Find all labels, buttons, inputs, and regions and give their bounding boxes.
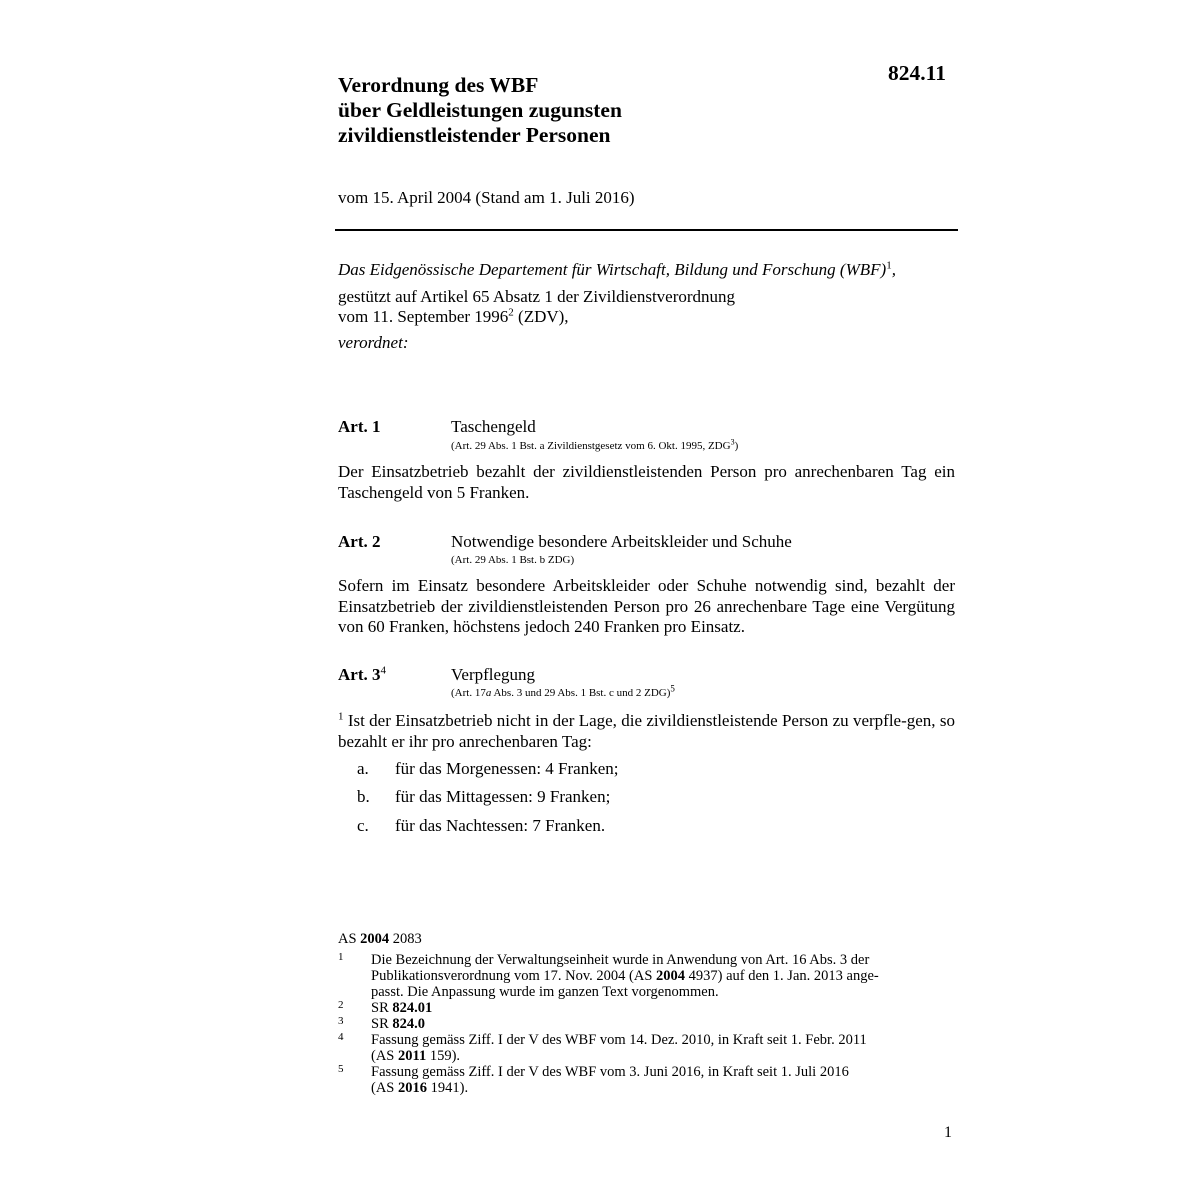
footnote-number: 5 bbox=[338, 1063, 344, 1075]
ref-italic: a bbox=[485, 687, 492, 699]
fn-text: 1941). bbox=[427, 1080, 469, 1096]
as-year: 2004 bbox=[360, 931, 390, 947]
ref-text: Abs. 3 und 29 Abs. 1 Bst. c und 2 ZDG) bbox=[491, 687, 671, 699]
fn-text: 159). bbox=[426, 1048, 461, 1064]
footnote-ref[interactable]: 5 bbox=[670, 683, 675, 694]
preamble-authority bbox=[338, 260, 896, 280]
list-item-letter: a. bbox=[357, 759, 369, 778]
fn-text: SR bbox=[371, 1016, 393, 1032]
article-3-reference bbox=[451, 683, 675, 699]
header-divider bbox=[335, 229, 958, 231]
footnote-number: 1 bbox=[338, 951, 344, 963]
footnote-number: 2 bbox=[338, 999, 344, 1011]
article-2-reference: (Art. 29 Abs. 1 Bst. b ZDG) bbox=[451, 554, 575, 566]
art-number-text: Art. 3 bbox=[338, 665, 381, 684]
preamble-basis-line1: gestützt auf Artikel 65 Absatz 1 der Zivildienstverordnung bbox=[338, 287, 736, 306]
article-3-number bbox=[338, 665, 386, 685]
page-number: 1 bbox=[944, 1124, 952, 1141]
basis-tail: (ZDV), bbox=[513, 307, 569, 326]
as-prefix: AS bbox=[338, 931, 361, 947]
ref-text: (Art. 29 Abs. 1 Bst. a Zivildienstgesetz vom 6. Okt. 1995, ZDG bbox=[451, 440, 731, 452]
footnote-line bbox=[371, 1048, 867, 1064]
article-2-text: Sofern im Einsatz besondere Arbeitskleider oder Schuhe notwendig sind, bezahlt der Einsatzbetrieb der zivildienstleistenden Person pro 26 anrechenbare Tage eine Vergütung von 60 Franken, höchstens jedoch 240 Franken pro Einsatz. bbox=[338, 576, 955, 636]
list-item-letter: b. bbox=[357, 787, 370, 806]
title-line: zivildienstleistender Personen bbox=[338, 123, 611, 147]
list-item-text: für das Morgenessen: 4 Franken; bbox=[395, 759, 619, 778]
footnote-5-text bbox=[371, 1064, 849, 1096]
publication-reference bbox=[338, 931, 422, 948]
document-date: vom 15. April 2004 (Stand am 1. Juli 2016) bbox=[338, 188, 635, 207]
footnote-ref[interactable]: 2 bbox=[508, 306, 514, 319]
authority-text: Das Eidgenössische Departement für Wirtschaft, Bildung und Forschung (WBF) bbox=[338, 260, 887, 279]
document-title bbox=[338, 73, 622, 148]
footnote-1-text bbox=[371, 952, 879, 1000]
footnote-3-text bbox=[371, 1016, 425, 1032]
preamble-decree: verordnet: bbox=[338, 333, 409, 352]
fn-bold: 824.0 bbox=[392, 1016, 425, 1032]
footnote-ref[interactable]: 1 bbox=[886, 259, 892, 272]
sr-number: 824.11 bbox=[888, 61, 946, 85]
article-1-text: Der Einsatzbetrieb bezahlt der zivildienstleistenden Person pro anrechenbaren Tag ein Taschengeld von 5 Franken. bbox=[338, 462, 955, 502]
ref-tail: ) bbox=[734, 440, 739, 452]
footnote-ref[interactable]: 3 bbox=[730, 437, 735, 447]
fn-text: (AS bbox=[371, 1048, 398, 1064]
list-item-text: für das Nachtessen: 7 Franken. bbox=[395, 816, 606, 835]
footnote-4-text bbox=[371, 1032, 867, 1064]
fn-text: (AS bbox=[371, 1080, 398, 1096]
preamble-basis-line2 bbox=[338, 307, 569, 327]
list-item-text: für das Mittagessen: 9 Franken; bbox=[395, 787, 611, 806]
footnote-line bbox=[371, 1080, 849, 1096]
footnote-line: Fassung gemäss Ziff. I der V des WBF vom 3. Juni 2016, in Kraft seit 1. Juli 2016 bbox=[371, 1064, 849, 1080]
article-1-number: Art. 1 bbox=[338, 417, 381, 436]
article-1-title: Taschengeld bbox=[451, 417, 536, 436]
footnote-line: Die Bezeichnung der Verwaltungseinheit wurde in Anwendung von Art. 16 Abs. 3 der bbox=[371, 952, 870, 968]
article-2-number: Art. 2 bbox=[338, 532, 381, 551]
footnote-line bbox=[371, 968, 879, 984]
fn-text: SR bbox=[371, 1000, 393, 1016]
fn-bold: 2016 bbox=[398, 1080, 427, 1096]
authority-tail: , bbox=[891, 260, 896, 279]
footnote-2-text bbox=[371, 1000, 432, 1016]
footnote-line: Fassung gemäss Ziff. I der V des WBF vom 14. Dez. 2010, in Kraft seit 1. Febr. 2011 bbox=[371, 1032, 867, 1048]
article-2-title: Notwendige besondere Arbeitskleider und Schuhe bbox=[451, 532, 792, 551]
basis-text: vom 11. September 1996 bbox=[338, 307, 509, 326]
as-page: 2083 bbox=[389, 931, 422, 947]
article-3-text bbox=[338, 711, 955, 752]
ref-text: (Art. 17 bbox=[451, 687, 486, 699]
fn-text: 4937) auf den 1. Jan. 2013 ange- bbox=[685, 968, 879, 984]
footnote-number: 4 bbox=[338, 1031, 344, 1043]
title-line: über Geldleistungen zugunsten bbox=[338, 98, 622, 122]
article-3-title: Verpflegung bbox=[451, 665, 536, 684]
paragraph-number: 1 bbox=[338, 710, 344, 723]
fn-bold: 824.01 bbox=[392, 1000, 433, 1016]
footnote-ref[interactable]: 4 bbox=[380, 664, 386, 677]
fn-bold: 2011 bbox=[398, 1048, 427, 1064]
footnote-number: 3 bbox=[338, 1015, 344, 1027]
title-line: Verordnung des WBF bbox=[338, 73, 539, 97]
article-1-reference bbox=[451, 437, 739, 452]
fn-bold: 2004 bbox=[656, 968, 686, 984]
footnote-line: passt. Die Anpassung wurde im ganzen Text vorgenommen. bbox=[371, 984, 719, 1000]
list-item-letter: c. bbox=[357, 816, 369, 835]
paragraph-text: Ist der Einsatzbetrieb nicht in der Lage, die zivildienstleistende Person zu verpfle-gen, so bezahlt er ihr pro anrechenbaren Tag: bbox=[338, 711, 955, 751]
fn-text: Publikationsverordnung vom 17. Nov. 2004 (AS bbox=[371, 968, 657, 984]
